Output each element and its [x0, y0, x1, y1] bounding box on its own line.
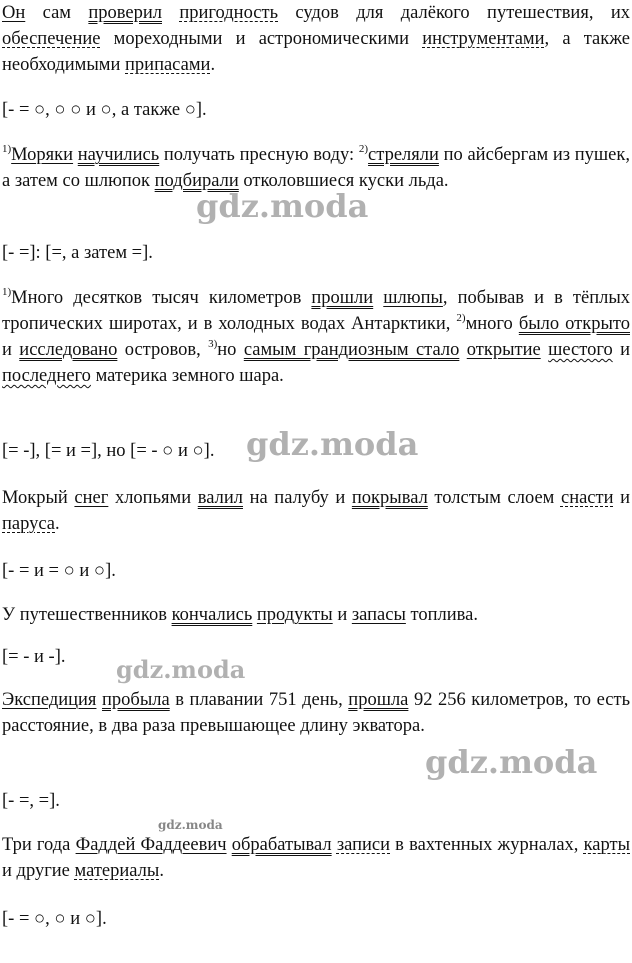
watermark-logo: gdz.moda: [158, 818, 223, 832]
watermark-logo: gdz.moda: [246, 425, 419, 463]
scheme-7: [- = ○, ○ и ○].: [2, 909, 107, 929]
text-run: судов для далёкого путешествия, их: [278, 3, 630, 23]
paragraph-5: [2, 602, 630, 628]
watermark-logo: gdz.moda: [425, 743, 598, 781]
text-run: Три года: [2, 835, 76, 855]
text-run: и: [332, 605, 352, 625]
text-run: [459, 340, 466, 360]
text-run: сам: [25, 3, 89, 23]
text-run: топлива.: [405, 605, 478, 625]
watermark-logo: gdz.moda: [196, 187, 369, 225]
predicate-word: проверил: [88, 3, 162, 23]
text-run: толстым слоем: [427, 488, 561, 508]
text-run: У путешественников: [2, 605, 172, 625]
paragraph-6: [2, 687, 630, 739]
object-word: инструментами: [422, 29, 545, 49]
text-run: .: [210, 55, 216, 75]
object-word: припасами: [125, 55, 211, 75]
paragraph-7: [2, 832, 630, 884]
scheme-4: [- = и = ○ и ○].: [2, 561, 116, 581]
clause-number: 3): [208, 338, 218, 350]
predicate-word: подбирали: [154, 171, 239, 191]
predicate-word: валил: [197, 488, 243, 508]
subject-word: Экспедиция: [2, 690, 97, 710]
text-run: .: [159, 861, 164, 881]
text-run: материка земного шара.: [90, 366, 284, 386]
attribute-word: последнего: [2, 366, 91, 386]
text-run: и: [2, 340, 20, 360]
object-word: снасти: [560, 488, 614, 508]
text-run: на палубу и: [242, 488, 352, 508]
predicate-word: самым грандиозным стало: [243, 340, 460, 360]
text-run: .: [55, 514, 60, 534]
object-word: обеспечение: [2, 29, 101, 49]
predicate-word: покрывал: [351, 488, 428, 508]
text-run: и: [612, 340, 631, 360]
subject-word: Он: [2, 3, 26, 23]
subject-word: снег: [74, 488, 109, 508]
paragraph-1: [2, 0, 630, 78]
text-run: 92 256 километров, то есть расстояние, в два раза превышающее длину экватора.: [2, 690, 631, 736]
subject-word: запасы: [351, 605, 406, 625]
watermark-logo: gdz.moda: [116, 655, 246, 684]
text-run: хлопьями: [108, 488, 198, 508]
predicate-word: стреляли: [368, 145, 439, 165]
text-run: Много десятков тысяч километров: [11, 288, 312, 308]
text-run: в вахтенных журналах,: [390, 835, 584, 855]
scheme-1: [- = ○, ○ ○ и ○, а также ○].: [2, 100, 207, 120]
object-word: материалы: [74, 861, 160, 881]
text-run: в плавании 751 день,: [169, 690, 349, 710]
predicate-word: прошли: [311, 288, 374, 308]
subject-word: продукты: [256, 605, 333, 625]
object-word: записи: [336, 835, 390, 855]
predicate-word: прошла: [348, 690, 409, 710]
text-run: мореходными и астрономическими: [100, 29, 423, 49]
text-run: Мокрый: [2, 488, 75, 508]
scheme-3: [= -], [= и =], но [= - ○ и ○].: [2, 441, 215, 461]
text-run: по айсбергам из пушек, а затем со шлюпок: [2, 145, 631, 191]
text-run: и другие: [2, 861, 75, 881]
text-run: получать пресную воду:: [159, 145, 359, 165]
predicate-word: исследовано: [19, 340, 118, 360]
text-run: [373, 288, 383, 308]
clause-number: 2): [358, 143, 369, 155]
scheme-5: [= - и -].: [2, 647, 66, 667]
subject-word: открытие: [466, 340, 541, 360]
clause-number: 1): [2, 286, 12, 298]
predicate-word: пробыла: [102, 690, 170, 710]
predicate-word: обрабатывал: [231, 835, 332, 855]
text-run: островов,: [117, 340, 209, 360]
text-run: [162, 3, 179, 23]
predicate-word: кончались: [171, 605, 253, 625]
text-run: , побывав и в тёплых тропических широтах, и в холодных водах Антарктики,: [2, 288, 631, 334]
scheme-2: [- =]: [=, а затем =].: [2, 243, 153, 263]
object-word: карты: [583, 835, 631, 855]
text-run: много: [465, 314, 519, 334]
predicate-word: научились: [77, 145, 160, 165]
clause-number: 2): [456, 312, 466, 324]
predicate-word: было открыто: [518, 314, 630, 334]
text-run: и: [613, 488, 631, 508]
text-run: но: [217, 340, 244, 360]
text-run: , а также необходимыми: [2, 29, 630, 75]
subject-word: шлюпы: [383, 288, 443, 308]
object-word: паруса: [2, 514, 56, 534]
attribute-word: шестого: [548, 340, 613, 360]
object-word: пригодность: [179, 3, 279, 23]
text-run: отколовшиеся куски льда.: [238, 171, 449, 191]
scheme-6: [- =, =].: [2, 791, 60, 811]
text-run: [541, 340, 548, 360]
subject-word: Моряки: [11, 145, 74, 165]
clause-number: 1): [2, 143, 12, 155]
paragraph-3: [2, 285, 630, 389]
subject-word: Фаддей Фаддеевич: [75, 835, 227, 855]
paragraph-4: [2, 485, 630, 537]
